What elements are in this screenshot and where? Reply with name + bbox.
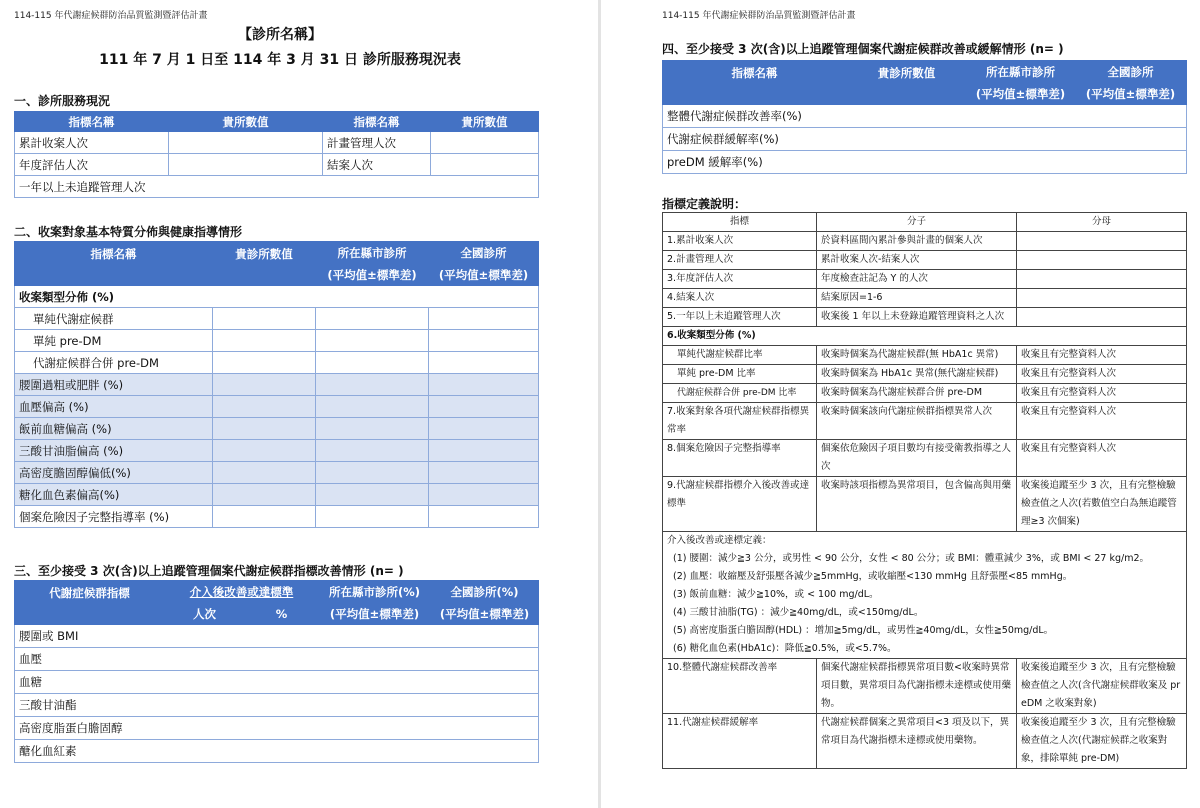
metric-label: 計畫管理人次 [323, 132, 431, 154]
table-row [663, 477, 1187, 532]
def-numerator: 收案時個案為代謝症候群(無 HbA1c 異常) [817, 346, 1017, 365]
row-label: 醣化血紅素 [15, 740, 539, 763]
def-label: 7.收案對象各項代謝症候群指標異常率 [663, 403, 817, 440]
group-label: 收案類型分佈 (%) [15, 286, 539, 308]
table-row [663, 289, 1187, 308]
table-row [15, 418, 539, 440]
col-subheader: (平均值±標準差) [319, 603, 431, 625]
row-label: 高密度膽固醇偏低(%) [15, 462, 213, 484]
row-label: 整體代謝症候群改善率(%) [663, 105, 1187, 128]
col-header: 貴所數值 [431, 112, 539, 132]
table-row [663, 232, 1187, 251]
page-header: 114-115 年代謝症候群防治品質監測暨評估計畫 [14, 11, 208, 21]
def-denominator [1017, 232, 1187, 251]
table-row [15, 462, 539, 484]
row-label: 單純 pre-DM [15, 330, 213, 352]
table-row [15, 648, 539, 671]
criteria-item: (6) 糖化血色素(HbA1c)：降低≧0.5%，或<5.7%。 [673, 643, 897, 654]
def-numerator: 收案時個案為 HbA1c 異常(無代謝症候群) [817, 365, 1017, 384]
characteristics-table [14, 241, 539, 528]
table-row [15, 396, 539, 418]
col-header: 貴所數值 [169, 112, 323, 132]
definitions-heading: 指標定義說明： [662, 197, 747, 211]
col-header: 指標名稱 [15, 112, 169, 132]
table-row [15, 671, 539, 694]
criteria-row [663, 532, 1187, 659]
col-subheader: (平均值±標準差) [316, 264, 429, 286]
table-row [15, 484, 539, 506]
col-header: 貴診所數值 [213, 242, 316, 286]
def-numerator: 於資料區間內累計參與計畫的個案人次 [817, 232, 1017, 251]
def-denominator: 收案且有完整資料人次 [1017, 346, 1187, 365]
table-row [15, 330, 539, 352]
criteria-item: (2) 血壓：收縮壓及舒張壓各減少≧5mmHg，或收縮壓<130 mmHg 且舒張壓<85 mmHg。 [673, 571, 1073, 582]
def-denominator [1017, 251, 1187, 270]
col-header: 分母 [1017, 213, 1187, 232]
table-row [663, 440, 1187, 477]
col-header: 所在縣市診所(%) [319, 581, 431, 603]
def-denominator [1017, 308, 1187, 327]
def-numerator: 個案代謝症候群指標異常項目數<收案時異常項目數，異常項目為代謝指標未達標或使用藥物。 [817, 659, 1017, 714]
def-label: 3.年度評估人次 [663, 270, 817, 289]
clinic-name: 【診所名稱】 [238, 27, 322, 43]
left-page [0, 0, 598, 808]
section2-heading: 二、收案對象基本特質分佈與健康指導情形 [14, 225, 243, 239]
row-label: 飯前血糖偏高 (%) [15, 418, 213, 440]
table-row [15, 154, 539, 176]
table-row [663, 384, 1187, 403]
col-subheader: 人次 [165, 603, 245, 625]
metric-value [431, 154, 539, 176]
def-denominator: 收案後追蹤至少 3 次，且有完整檢驗檢查值之人次(代謝症候群之收案對象，排除單純 pre-DM) [1017, 714, 1187, 769]
row-label: 代謝症候群合併 pre-DM [15, 352, 213, 374]
criteria-cell [663, 532, 1187, 659]
col-header: 所在縣市診所 [967, 61, 1075, 83]
criteria-title: 介入後改善或達標定義： [667, 535, 772, 546]
def-label: 8.個案危險因子完整指導率 [663, 440, 817, 477]
col-header: 指標名稱 [323, 112, 431, 132]
def-label: 10.整體代謝症候群改善率 [663, 659, 817, 714]
col-header: 指標名稱 [663, 61, 847, 105]
table-row [663, 714, 1187, 769]
def-numerator: 收案後 1 年以上未登錄追蹤管理資料之人次 [817, 308, 1017, 327]
def-label: 11.代謝症候群緩解率 [663, 714, 817, 769]
row-label: 腰圍過粗或肥胖 (%) [15, 374, 213, 396]
table-row [15, 506, 539, 528]
page-header: 114-115 年代謝症候群防治品質監測暨評估計畫 [662, 11, 856, 21]
col-header: 全國診所 [1075, 61, 1187, 83]
right-page [601, 0, 1200, 808]
def-denominator: 收案且有完整資料人次 [1017, 365, 1187, 384]
col-header: 分子 [817, 213, 1017, 232]
table-row [15, 440, 539, 462]
col-header: 所在縣市診所 [316, 242, 429, 264]
criteria-list [667, 550, 1182, 658]
criteria-item: (3) 飯前血糖：減少≧10%，或 < 100 mg/dL。 [673, 589, 879, 600]
remission-table [662, 60, 1187, 174]
def-denominator [1017, 289, 1187, 308]
table-row [663, 346, 1187, 365]
table-row [663, 308, 1187, 327]
table-row [663, 365, 1187, 384]
table-row [663, 659, 1187, 714]
def-label: 5.一年以上未追蹤管理人次 [663, 308, 817, 327]
col-header: 代謝症候群指標 [15, 581, 165, 625]
table-row [15, 374, 539, 396]
group-row [663, 327, 1187, 346]
def-denominator: 收案且有完整資料人次 [1017, 403, 1187, 440]
row-label: 血壓偏高 (%) [15, 396, 213, 418]
table-row [15, 132, 539, 154]
def-label: 9.代謝症候群指標介入後改善或達標準 [663, 477, 817, 532]
def-denominator [1017, 270, 1187, 289]
criteria-item: (5) 高密度脂蛋白膽固醇(HDL) ：增加≧5mg/dL，或男性≧40mg/dL，女性≧50mg/dL。 [673, 625, 1054, 636]
def-label: 單純代謝症候群比率 [663, 346, 817, 365]
def-label: 4.結案人次 [663, 289, 817, 308]
metric-label: 年度評估人次 [15, 154, 169, 176]
col-header: 全國診所(%) [431, 581, 539, 603]
def-numerator: 結案原因=1-6 [817, 289, 1017, 308]
section1-heading: 一、診所服務現況 [14, 94, 111, 108]
def-denominator: 收案且有完整資料人次 [1017, 384, 1187, 403]
col-subheader: (平均值±標準差) [429, 264, 539, 286]
section3-heading: 三、至少接受 3 次(含)以上追蹤管理個案代謝症候群指標改善情形 (n= ) [14, 564, 404, 578]
row-label: 腰圍或 BMI [15, 625, 539, 648]
col-subheader: (平均值±標準差) [1075, 83, 1187, 105]
table-row [15, 352, 539, 374]
def-numerator: 個案依危險因子項目數均有接受衛教指導之人次 [817, 440, 1017, 477]
table-row [15, 717, 539, 740]
def-denominator: 收案後追蹤至少 3 次，且有完整檢驗檢查值之人次(若數值空白為無追蹤管理≥3 次個案) [1017, 477, 1187, 532]
table-row [663, 151, 1187, 174]
clinic-status-table [14, 111, 539, 198]
page-title: 111 年 7 月 1 日至 114 年 3 月 31 日 診所服務現況表 [99, 52, 461, 68]
table-row [15, 625, 539, 648]
table-row [15, 176, 539, 198]
metric-label: 一年以上未追蹤管理人次 [15, 176, 539, 198]
table-row [663, 251, 1187, 270]
def-label: 1.累計收案人次 [663, 232, 817, 251]
def-numerator: 收案時個案該向代謝症候群指標異常人次 [817, 403, 1017, 440]
table-row [663, 403, 1187, 440]
def-numerator: 年度檢查註記為 Y 的人次 [817, 270, 1017, 289]
col-header: 指標 [663, 213, 817, 232]
col-subheader: (平均值±標準差) [967, 83, 1075, 105]
row-label: 高密度脂蛋白膽固醇 [15, 717, 539, 740]
improvement-table [14, 580, 539, 763]
row-label: 糖化血色素偏高(%) [15, 484, 213, 506]
definitions-table [662, 212, 1187, 769]
row-label: 單純代謝症候群 [15, 308, 213, 330]
row-label: 血壓 [15, 648, 539, 671]
criteria-item: (4) 三酸甘油脂(TG) ：減少≧40mg/dL，或<150mg/dL。 [673, 607, 924, 618]
metric-label: 累計收案人次 [15, 132, 169, 154]
metric-value [169, 154, 323, 176]
def-label: 單純 pre-DM 比率 [663, 365, 817, 384]
def-denominator: 收案後追蹤至少 3 次，且有完整檢驗檢查值之人次(含代謝症候群收案及 preDM 之收案對象) [1017, 659, 1187, 714]
def-numerator: 收案時個案為代謝症候群合併 pre-DM [817, 384, 1017, 403]
metric-label: 結案人次 [323, 154, 431, 176]
def-denominator: 收案且有完整資料人次 [1017, 440, 1187, 477]
col-header: 指標名稱 [15, 242, 213, 286]
col-subheader: % [245, 603, 319, 625]
col-header: 貴診所數值 [847, 61, 967, 105]
def-numerator: 累計收案人次-結案人次 [817, 251, 1017, 270]
row-label: 個案危險因子完整指導率 (%) [15, 506, 213, 528]
table-row [15, 694, 539, 717]
table-row [663, 105, 1187, 128]
row-label: 血糖 [15, 671, 539, 694]
row-label: 三酸甘油脂偏高 (%) [15, 440, 213, 462]
def-numerator: 收案時該項指標為異常項目，包含偏高與用藥 [817, 477, 1017, 532]
def-numerator: 代謝症候群個案之異常項目<3 項及以下，異常項目為代謝指標未達標或使用藥物。 [817, 714, 1017, 769]
col-header: 介入後改善或達標準 [165, 581, 319, 603]
col-header: 全國診所 [429, 242, 539, 264]
row-label: 代謝症候群緩解率(%) [663, 128, 1187, 151]
row-label: preDM 緩解率(%) [663, 151, 1187, 174]
def-label: 代謝症候群合併 pre-DM 比率 [663, 384, 817, 403]
metric-value [169, 132, 323, 154]
table-row [663, 128, 1187, 151]
table-row [15, 308, 539, 330]
def-label: 2.計畫管理人次 [663, 251, 817, 270]
row-label: 三酸甘油酯 [15, 694, 539, 717]
col-subheader: (平均值±標準差) [431, 603, 539, 625]
section4-heading: 四、至少接受 3 次(含)以上追蹤管理個案代謝症候群改善或緩解情形 (n= ) [662, 42, 1064, 56]
table-row [15, 740, 539, 763]
group-row [15, 286, 539, 308]
metric-value [431, 132, 539, 154]
def-group-label: 6.收案類型分佈 (%) [663, 327, 1187, 346]
table-row [663, 270, 1187, 289]
criteria-item: (1) 腰圍：減少≧3 公分，或男性 < 90 公分，女性 < 80 公分；或 BMI：體重減少 3%，或 BMI < 27 kg/m2。 [673, 553, 1150, 564]
